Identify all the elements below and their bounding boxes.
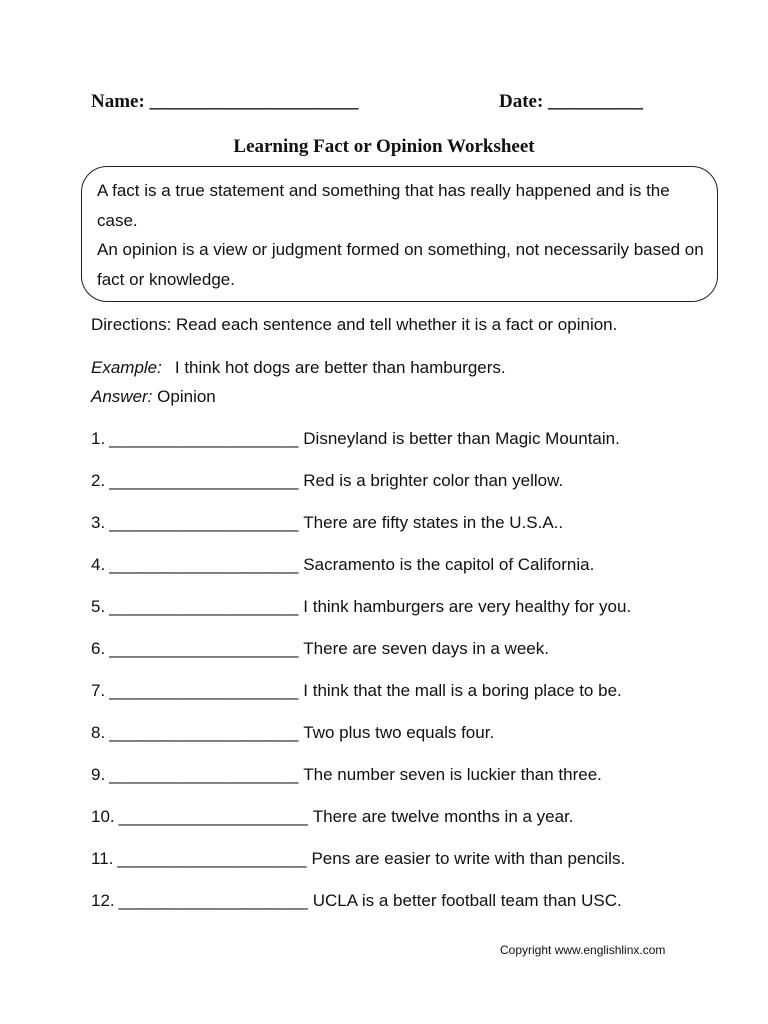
answer-blank[interactable]: ____________________ xyxy=(109,723,299,742)
question-number: 12. xyxy=(91,891,115,910)
question-item xyxy=(91,681,711,723)
answer-blank[interactable]: ____________________ xyxy=(109,597,299,616)
question-item xyxy=(91,891,711,933)
example-text: I think hot dogs are better than hamburgers. xyxy=(174,358,506,377)
question-item xyxy=(91,429,711,471)
question-number: 6. xyxy=(91,639,106,658)
question-number: 3. xyxy=(91,513,106,532)
question-number: 2. xyxy=(91,471,106,490)
example-label: Example: xyxy=(91,358,162,377)
question-number: 7. xyxy=(91,681,106,700)
question-text: Red is a brighter color than yellow. xyxy=(303,471,564,490)
question-item xyxy=(91,513,711,555)
question-number: 10. xyxy=(91,807,115,826)
question-item xyxy=(91,597,711,639)
question-item xyxy=(91,849,711,891)
answer-blank[interactable]: ____________________ xyxy=(109,555,299,574)
worksheet-title-text: Learning Fact or Opinion Worksheet xyxy=(233,136,535,157)
question-number: 8. xyxy=(91,723,106,742)
question-text: There are twelve months in a year. xyxy=(312,807,574,826)
question-text: I think that the mall is a boring place to be. xyxy=(303,681,622,700)
question-item xyxy=(91,807,711,849)
answer-blank[interactable]: ____________________ xyxy=(109,765,299,784)
question-item xyxy=(91,723,711,765)
answer-label: Answer: xyxy=(91,387,153,406)
question-number: 1. xyxy=(91,429,106,448)
answer-blank[interactable]: ____________________ xyxy=(109,429,299,448)
question-item xyxy=(91,555,711,597)
question-item xyxy=(91,471,711,513)
answer-text: Opinion xyxy=(157,387,216,406)
question-list xyxy=(91,429,711,933)
question-item xyxy=(91,765,711,807)
question-number: 5. xyxy=(91,597,106,616)
definition-text xyxy=(97,176,707,294)
question-text: I think hamburgers are very healthy for you. xyxy=(303,597,632,616)
name-field[interactable]: Name: ______________________ xyxy=(91,91,359,112)
question-text: Sacramento is the capitol of California. xyxy=(303,555,595,574)
question-number: 9. xyxy=(91,765,106,784)
date-field[interactable]: Date: __________ xyxy=(499,91,644,112)
question-text: Two plus two equals four. xyxy=(303,723,495,742)
question-text: UCLA is a better football team than USC. xyxy=(312,891,622,910)
answer-blank[interactable]: ____________________ xyxy=(109,471,299,490)
question-number: 4. xyxy=(91,555,106,574)
fact-definition: A fact is a true statement and something that has really happened and is the case. xyxy=(97,181,670,230)
directions: Directions: Read each sentence and tell whether it is a fact or opinion. xyxy=(91,315,618,334)
question-text: There are fifty states in the U.S.A.. xyxy=(303,513,564,532)
answer-blank[interactable]: ____________________ xyxy=(109,639,299,658)
answer xyxy=(91,387,216,407)
question-text: There are seven days in a week. xyxy=(303,639,549,658)
question-text: Pens are easier to write with than pencils. xyxy=(311,849,626,868)
copyright-notice: Copyright www.englishlinx.com xyxy=(500,943,666,957)
question-item xyxy=(91,639,711,681)
question-number: 11. xyxy=(91,849,114,868)
example xyxy=(91,358,506,378)
answer-blank[interactable]: ____________________ xyxy=(109,513,299,532)
worksheet-title xyxy=(0,136,768,158)
answer-blank[interactable]: ____________________ xyxy=(118,807,308,826)
question-text: The number seven is luckier than three. xyxy=(303,765,602,784)
answer-blank[interactable]: ____________________ xyxy=(118,891,308,910)
answer-blank[interactable]: ____________________ xyxy=(109,681,299,700)
answer-blank[interactable]: ____________________ xyxy=(117,849,307,868)
header-row xyxy=(91,91,691,121)
opinion-definition: An opinion is a view or judgment formed on something, not necessarily based on fact or knowledge. xyxy=(97,240,704,289)
question-text: Disneyland is better than Magic Mountain. xyxy=(303,429,620,448)
